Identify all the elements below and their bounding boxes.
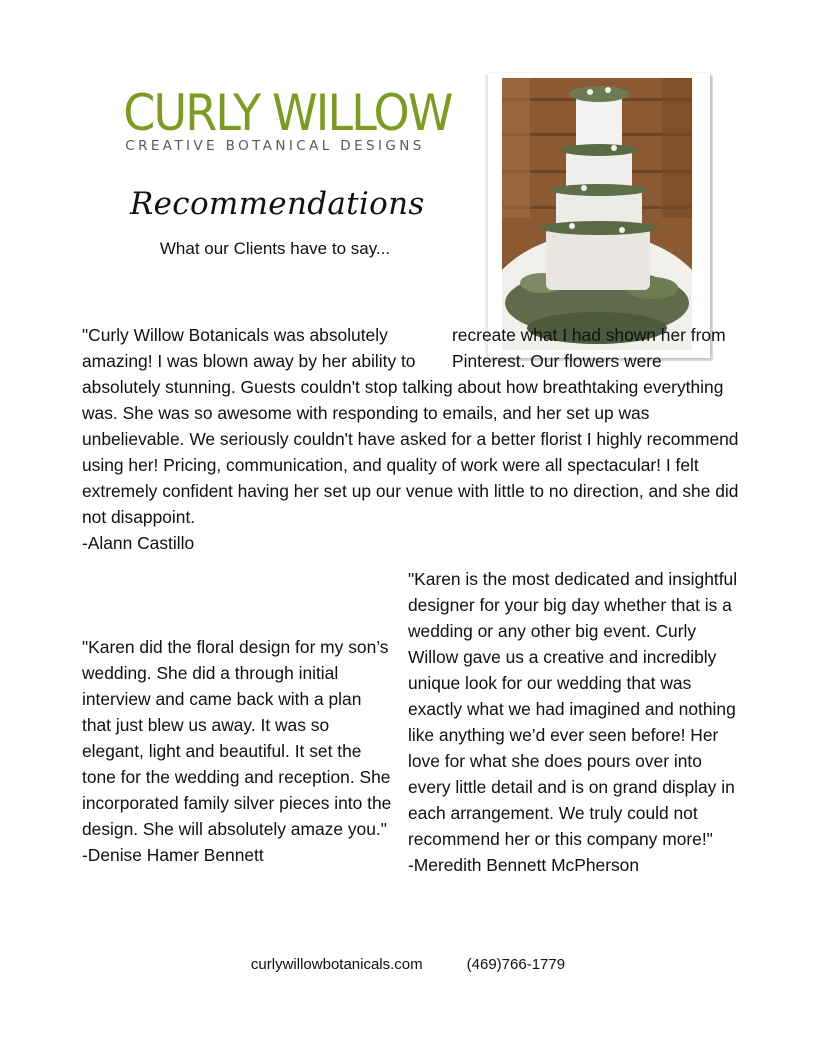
footer [0, 954, 816, 976]
testimonial-opening-lines [82, 322, 452, 374]
testimonial-text: recreate what I had shown her from Pinterest. Our flowers were absolutely stunning. Guests couldn't stop talking about how breathtaking everything was. She was so awesome with responding to emails, and her set up was unbelievable. We seriously couldn't have asked for a better florist I highly recommend using her! Pricing, communication, and quality of work were all spectacular! I felt extremely confident having her set up our venue with little to no direction, and she did not disappoint. [82, 325, 739, 527]
testimonial-alann-castillo [82, 322, 742, 556]
page-subheading: What our Clients have to say... [159, 239, 391, 258]
testimonial-author: -Denise Hamer Bennett [82, 845, 264, 865]
logo [110, 82, 452, 154]
cake-photo-frame [488, 73, 710, 358]
website-link[interactable]: curlywillowbotanicals.com [250, 956, 423, 973]
testimonial-author: -Meredith Bennett McPherson [408, 855, 640, 875]
testimonial-meredith-bennett-mcpherson [408, 566, 738, 878]
testimonial-line: amazing! I was blown away by her ability to [82, 351, 416, 371]
testimonial-line: "Curly Willow Botanicals was absolutely [82, 325, 388, 345]
testimonial-denise-hamer-bennett [82, 634, 392, 868]
wedding-cake-photo [502, 78, 692, 350]
testimonial-text: "Karen did the floral design for my son’s wedding. She did a through initial interview and came back with a plan that just blew us away. It was so elegant, light and beautiful. It set the tone for the wedding and reception. She incorporated family silver pieces into the design. She will absolutely amaze you." [82, 637, 392, 839]
phone-number[interactable]: (469)766-1779 [466, 956, 566, 973]
testimonial-author: -Alann Castillo [82, 533, 195, 553]
testimonial-text: "Karen is the most dedicated and insightful designer for your big day whether that is a wedding or any other big event. Curly Willow gave us a creative and incredibly unique look for our wedding that was exactly what we had imagined and nothing like anything we’d ever seen before! Her love for what she does pours over into every little detail and is on grand display in each arrangement. We truly could not recommend her or this company more!" [408, 569, 738, 849]
logo-title: CURLY WILLOW [123, 84, 452, 142]
page-heading: Recommendations [130, 186, 425, 222]
logo-subtitle: CREATIVE BOTANICAL DESIGNS [125, 138, 425, 154]
